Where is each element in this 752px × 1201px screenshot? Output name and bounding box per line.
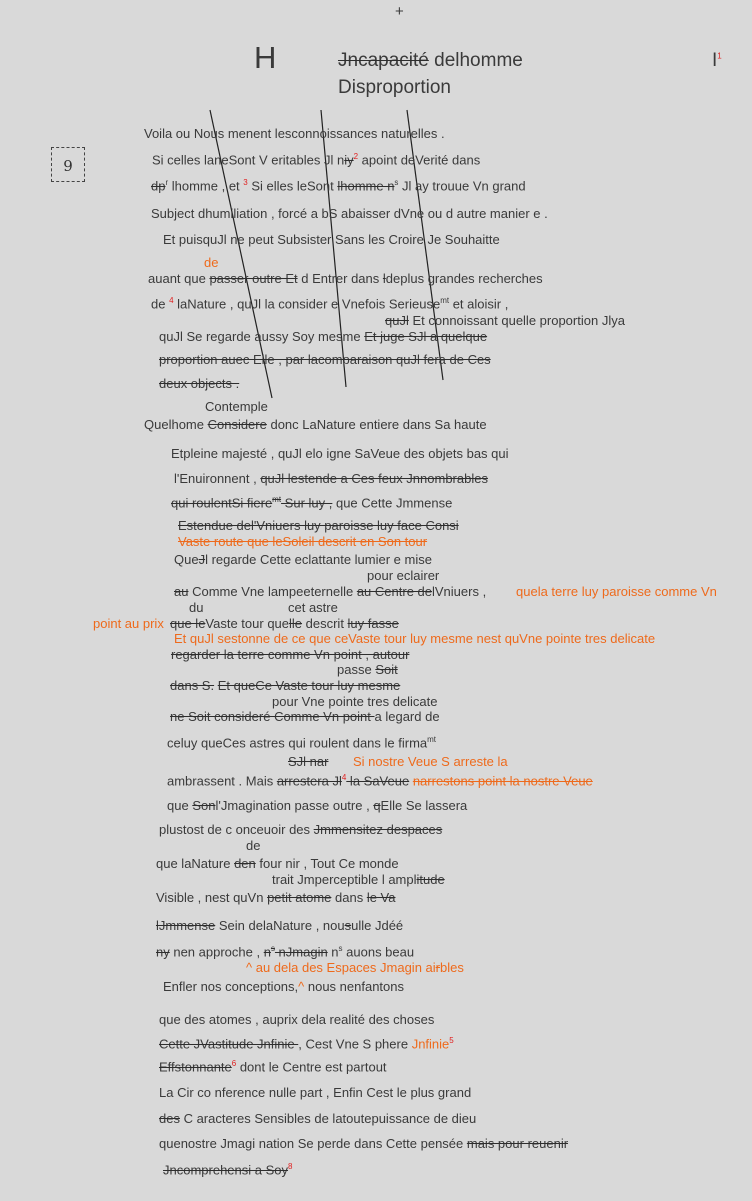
line: Estendue del'Vniuers luy paroisse luy face Consi [178,518,459,533]
line: Effstonnante$^6$ dont le Centre est partout [159,1059,387,1075]
insertion: pour eclairer [367,568,440,583]
insertion: Contemple [205,399,268,414]
line: lJmmense Sein delaNature , nousulle Jdéé [156,918,404,933]
margin-page-number: 9 [51,147,85,182]
insertion: Vaste route que leSoleil descrit en Son tour [178,534,428,549]
line: Et puisquJl ne peut Subsister Sans les Croire Je Souhaitte [163,232,500,247]
line: plustost de c onceuoir des Jmmensitez despaces [159,822,443,837]
line: l'Enuironnent , quJl lestende a Ces feux Jnnombrables [174,471,488,486]
line: Si celles laneSont V eritables Jl niy$^2$ apoint deVerité dans [152,152,481,168]
line: regarder la terre comme Vn point , autour [171,647,410,662]
line: ambrassent . Mais arrestera Jl$^4$ la SaVeue narrestons point la nostre Veue [167,773,593,789]
page-title: Jncapacité delhomme [338,50,523,71]
insertion: ^ au dela des Espaces Jmagin airbles [246,960,464,975]
line: que des atomes , auprix dela realité des choses [159,1012,435,1027]
plus-mark: + [395,3,404,20]
line: Enfler nos conceptions,^ nous nenfantons [163,979,404,994]
insertion: du [189,600,204,615]
line: auant que passer outre Et d Entrer dans ldeplus grandes recherches [148,271,543,286]
insertion: passe Soit [337,662,398,677]
insertion: quJl Et connoissant quelle proportion Jlya [385,313,625,328]
insertion: Et quJl sestonne de ce que ceVaste tour luy mesme nest quVne pointe tres delicate [174,631,656,646]
line: Cette JVastitude Jnfinie , Cest Vne S phere Jnfinie$^5$ [159,1036,454,1052]
line: Visible , nest quVn petit atome dans le Va [156,890,396,905]
page-subtitle: Disproportion [338,77,451,98]
section-letter: H [254,40,277,75]
line: Voila ou Nous menent lesconnoissances naturelles . [144,126,445,141]
line: Quelhome Considere donc LaNature entiere dans Sa haute [144,417,487,432]
line: que leVaste tour quelle descrit luy fasse [170,616,399,631]
line: de $^4$ laNature , quJl la consider e Vnefois Serieuse$^{mt}$ et aloisir , [151,296,509,312]
insertion: de [246,838,261,853]
line: que Sonl'Jmagination passe outre , qElle Se lassera [167,798,468,813]
line: dans S. Et queCe Vaste tour luy mesme [170,678,401,693]
corner-mark: $I^1$ [712,50,722,71]
insertion: point au prix [93,616,164,631]
line: proportion auec Elle , par lacomparaison quJl fera de Ces [159,352,491,367]
insertion: quela terre luy paroisse comme Vn [516,584,717,599]
insertion: de [204,255,219,270]
line: quenostre Jmagi nation Se perde dans Cette pensée mais pour reuenir [159,1136,569,1151]
line: Jncomprehensi a Soy$^8$ [163,1162,293,1178]
insertion: Si nostre Veue S arreste la [353,754,508,769]
line: La Cir co nference nulle part , Enfin Cest le plus grand [159,1085,472,1100]
line: ny nen approche , $n^s$ nJmagin $n^s$ auons beau [156,944,415,960]
insertion: SJl nar [288,754,329,769]
insertion: trait Jmperceptible l amplitude [272,872,445,887]
insertion: pour Vne pointe tres delicate [272,694,438,709]
line: Subject dhumiliation , forcé a bS abaisser dVne ou d autre manier e . [151,206,548,221]
insertion: cet astre [288,600,338,615]
line: celuy queCes astres qui roulent dans le firma$^{mt}$ [167,735,437,751]
line: Etpleine majesté , quJl elo igne SaVeue des objets bas qui [171,446,509,461]
line: qui roulentSi fiere$^{mt}$ Sur luy , que Cette Jmmense [171,495,453,511]
line: au Comme Vne lampeeternelle au Centre delVniuers , [174,584,487,599]
line: des C aracteres Sensibles de latoutepuissance de dieu [159,1111,477,1126]
line: QueJl regarde Cette eclattante lumier e mise [174,552,432,567]
line: que laNature den four nir , Tout Ce monde [156,856,399,871]
line: $dp^r$ lhomme , et $^3$ Si elles leSont lhomme $n^s$ Jl ay trouue Vn grand [151,178,526,194]
line: quJl Se regarde aussy Soy mesme Et juge SJl a quelque [159,329,488,344]
line: ne Soit consideré Comme Vn point a legard de [170,709,440,724]
line: deux objects . [159,376,240,391]
